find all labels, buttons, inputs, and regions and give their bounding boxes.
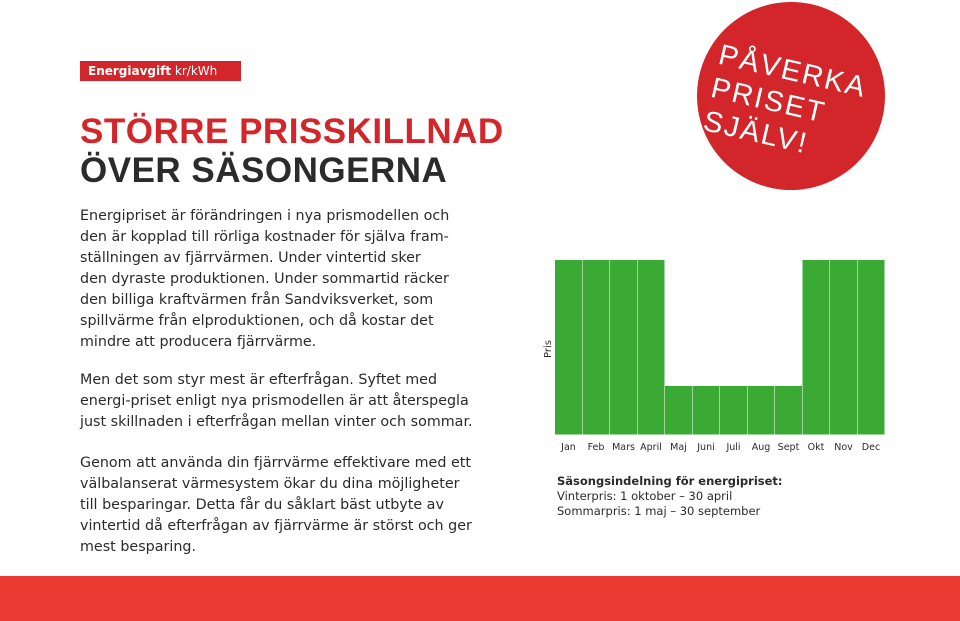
x-tick-feb: Feb xyxy=(587,442,605,453)
energy-fee-label xyxy=(80,61,241,81)
season-note-winter: Vinterpris: 1 oktober – 30 april xyxy=(557,489,733,503)
y-axis-label: Pris xyxy=(543,340,554,358)
bar-mars xyxy=(610,260,637,435)
x-tick-maj: Maj xyxy=(670,442,687,453)
energy-fee-label-bold: Energiavgift xyxy=(88,64,172,78)
paragraph-energy-price: Energipriset är förändringen i nya prismodellen och den är kopplad till rörliga kostnader för själva fram-ställningen av fjärrvärmen. Under vintertid sker den dyraste produktionen. Under sommartid räcker den billiga kraftvärmen från Sandviksverket, som spillvärme från elproduktionen, och då kostar det mindre att producera fjärrvärme. xyxy=(80,208,450,350)
bar-maj xyxy=(665,386,692,435)
seasonal-price-chart xyxy=(540,250,881,465)
x-tick-jan: Jan xyxy=(561,442,576,453)
bar-dec xyxy=(858,260,885,435)
x-tick-aug: Aug xyxy=(751,442,771,453)
x-tick-juli: Juli xyxy=(726,442,741,453)
x-tick-sept: Sept xyxy=(777,442,800,453)
paragraph-demand: Men det som styr mest är efterfrågan. Syftet med energi-priset enligt nya prismodellen är att återspegla just skillnaden i efterfrågan mellan vinter och sommar. xyxy=(80,372,473,430)
energy-fee-label-unit: kr/kWh xyxy=(174,64,218,78)
bar-jan xyxy=(555,260,582,435)
page-title xyxy=(80,112,504,190)
paragraph-savings: Genom att använda din fjärrvärme effektivare med ett välbalanserat värmesystem ökar du dina möjligheter till besparingar. Detta får du såklart bäst utbyte av vintertid då efterfrågan av fjärrvärme är störst och ger mest besparing. xyxy=(80,455,472,555)
badge-text: PÅVERKA PRISET SJÄLV! xyxy=(700,38,870,161)
season-note-title: Säsongsindelning för energipriset: xyxy=(557,474,783,488)
headline-accent: STÖRRE PRISSKILLNAD xyxy=(80,112,504,151)
bar-feb xyxy=(583,260,610,435)
season-note xyxy=(557,474,783,519)
influence-price-badge xyxy=(697,2,885,190)
x-tick-nov: Nov xyxy=(834,442,853,453)
bar-sept xyxy=(775,386,802,435)
headline-line2: ÖVER SÄSONGERNA xyxy=(80,151,448,190)
x-tick-april: April xyxy=(640,442,662,453)
chart-svg xyxy=(540,250,881,465)
bar-juni xyxy=(693,386,720,435)
bar-nov xyxy=(830,260,857,435)
bar-juli xyxy=(720,386,747,435)
footer-bar xyxy=(0,576,960,621)
x-tick-juni: Juni xyxy=(697,442,715,453)
bar-aug xyxy=(748,386,775,435)
season-note-summer: Sommarpris: 1 maj – 30 september xyxy=(557,504,761,518)
x-tick-mars: Mars xyxy=(612,442,635,453)
x-tick-dec: Dec xyxy=(861,442,881,453)
bar-okt xyxy=(803,260,830,435)
bar-april xyxy=(638,260,665,435)
x-tick-okt: Okt xyxy=(807,442,825,453)
